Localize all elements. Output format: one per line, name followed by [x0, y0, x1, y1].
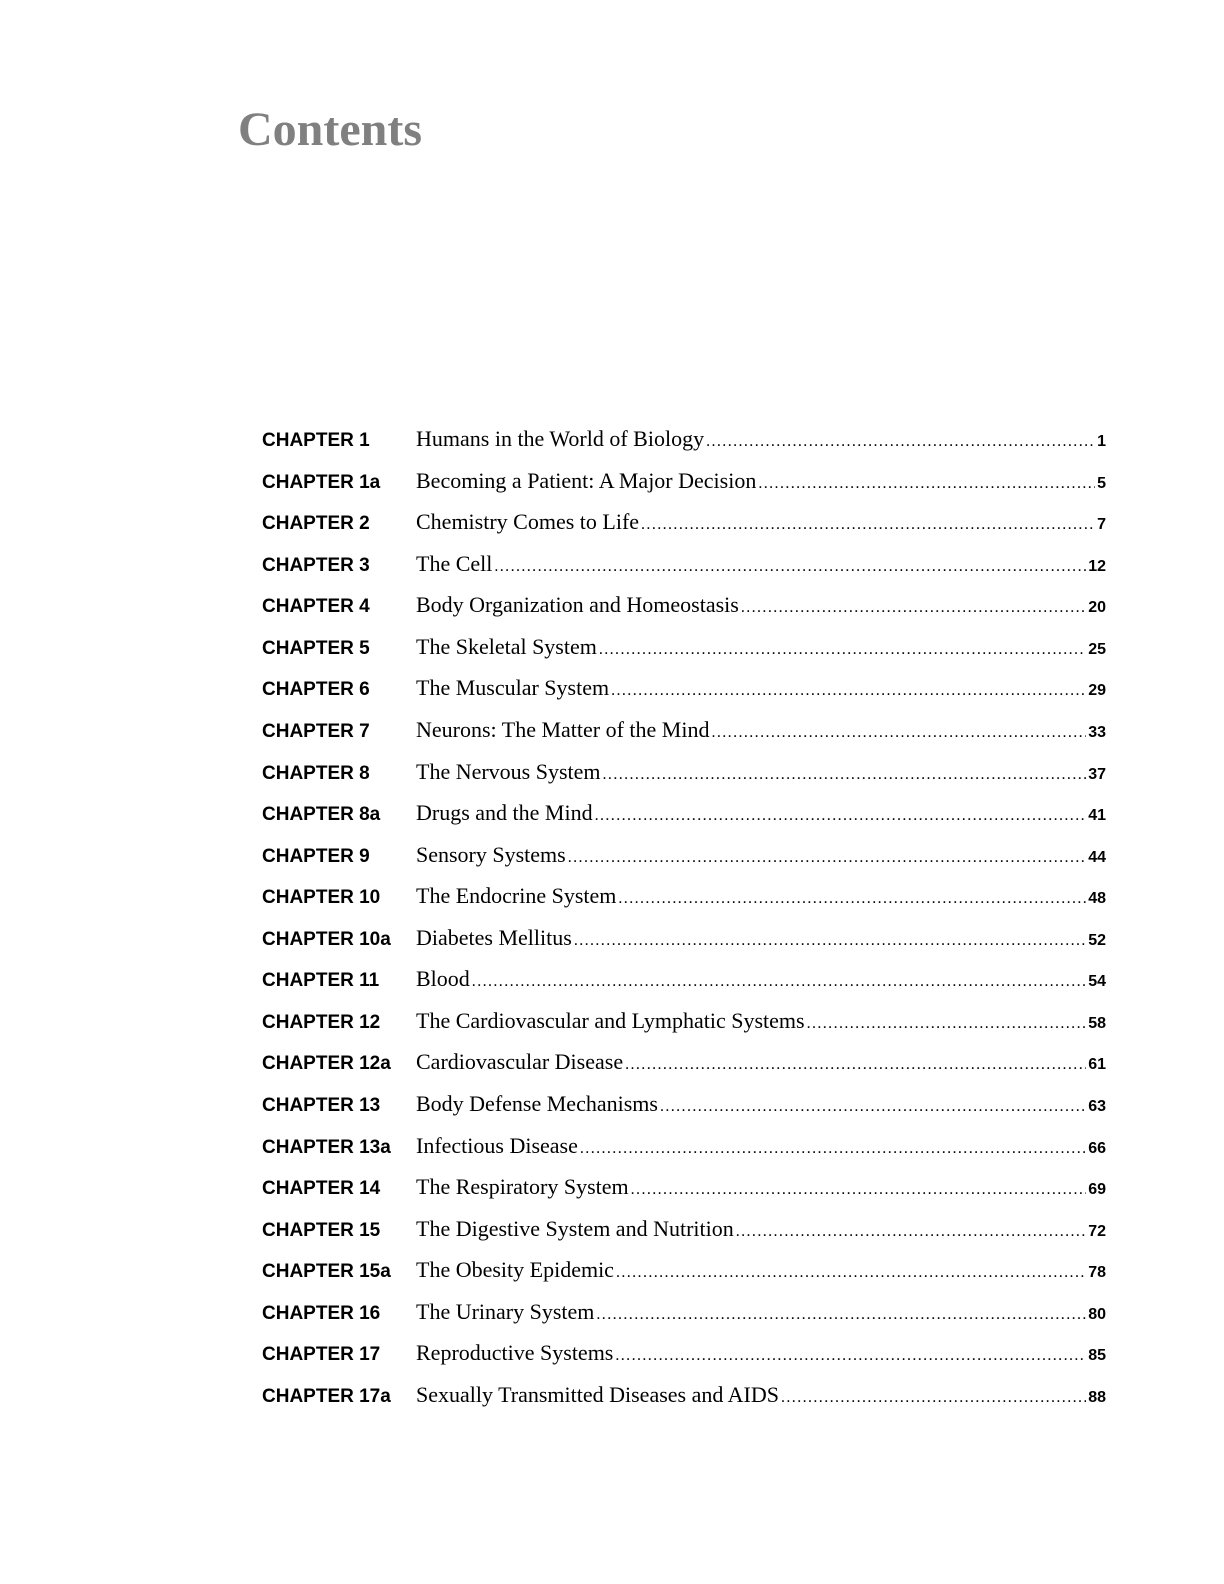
- chapter-label: CHAPTER 1: [262, 430, 370, 451]
- page-number: 25: [1088, 640, 1106, 658]
- page-number: 37: [1088, 765, 1106, 783]
- chapter-label: CHAPTER 15a: [262, 1261, 391, 1283]
- chapter-title: The Digestive System and Nutrition: [416, 1215, 734, 1241]
- toc-entry[interactable]: [262, 751, 1106, 793]
- chapter-label: CHAPTER 14: [262, 1178, 381, 1200]
- page-number: 78: [1088, 1264, 1106, 1282]
- chapter-label: CHAPTER 8: [262, 762, 370, 784]
- page-number: 85: [1088, 1347, 1106, 1365]
- chapter-title: The Cell: [416, 550, 493, 576]
- chapter-title: Becoming a Patient: A Major Decision: [416, 467, 757, 493]
- dot-leader: [641, 504, 1095, 546]
- page-number: 63: [1088, 1098, 1106, 1115]
- chapter-label: CHAPTER 4: [262, 596, 370, 618]
- toc-entry[interactable]: [262, 709, 1106, 751]
- chapter-title: The Nervous System: [416, 758, 601, 784]
- page-number: 41: [1088, 807, 1106, 825]
- toc-entry[interactable]: [262, 1332, 1106, 1374]
- page-number: 88: [1088, 1388, 1106, 1406]
- dot-leader: [736, 1211, 1086, 1253]
- dot-leader: [574, 920, 1086, 962]
- chapter-title: Cardiovascular Disease: [416, 1049, 624, 1075]
- chapter-label: CHAPTER 10a: [262, 928, 391, 950]
- dot-leader: [706, 421, 1095, 463]
- toc-entry[interactable]: [262, 418, 1106, 460]
- chapter-label: CHAPTER 16: [262, 1302, 381, 1324]
- dot-leader: [599, 629, 1086, 671]
- toc-entry[interactable]: [262, 834, 1106, 876]
- page-number: 20: [1088, 599, 1106, 617]
- chapter-label: CHAPTER 1a: [262, 471, 381, 493]
- toc-entry[interactable]: [262, 584, 1106, 626]
- page-number: 12: [1088, 557, 1106, 575]
- dot-leader: [595, 795, 1087, 837]
- chapter-title: Drugs and the Mind: [416, 800, 593, 826]
- chapter-title: Body Organization and Homeostasis: [416, 592, 739, 618]
- dot-leader: [603, 754, 1087, 796]
- toc-entry[interactable]: [262, 1000, 1106, 1042]
- toc-entry[interactable]: [262, 626, 1106, 668]
- chapter-label: CHAPTER 7: [262, 720, 370, 742]
- page-title: Contents: [238, 103, 423, 156]
- chapter-label: CHAPTER 11: [262, 970, 380, 992]
- page-number: 80: [1088, 1305, 1106, 1323]
- toc-entry[interactable]: [262, 460, 1106, 502]
- chapter-title: Sensory Systems: [416, 841, 566, 867]
- toc-entry[interactable]: [262, 1249, 1106, 1291]
- toc-entry[interactable]: [262, 917, 1106, 959]
- chapter-label: CHAPTER 13a: [262, 1136, 391, 1158]
- dot-leader: [611, 670, 1086, 712]
- page-number: 54: [1088, 973, 1106, 991]
- toc-entry[interactable]: [262, 1291, 1106, 1333]
- chapter-label: CHAPTER 12a: [262, 1053, 391, 1075]
- chapter-label: CHAPTER 3: [262, 554, 370, 576]
- chapter-title: The Obesity Epidemic: [416, 1257, 614, 1283]
- chapter-title: Body Defense Mechanisms: [416, 1091, 658, 1116]
- toc-entry[interactable]: [262, 501, 1106, 543]
- toc-entry[interactable]: [262, 1166, 1106, 1208]
- chapter-label: CHAPTER 15: [262, 1219, 381, 1241]
- page-number: 7: [1097, 516, 1106, 534]
- dot-leader: [741, 587, 1086, 629]
- page-number: 72: [1088, 1222, 1106, 1240]
- chapter-label: CHAPTER 10: [262, 887, 381, 909]
- chapter-title: The Urinary System: [416, 1298, 595, 1324]
- dot-leader: [711, 712, 1086, 754]
- page-number: 48: [1088, 890, 1106, 908]
- chapter-label: CHAPTER 17: [262, 1344, 381, 1366]
- dot-leader: [568, 837, 1086, 879]
- chapter-label: CHAPTER 13: [262, 1095, 381, 1116]
- chapter-title: Neurons: The Matter of the Mind: [416, 716, 710, 742]
- dot-leader: [781, 1377, 1086, 1419]
- chapter-title: Sexually Transmitted Diseases and AIDS: [416, 1381, 779, 1407]
- toc-entry[interactable]: [262, 958, 1106, 1000]
- page-number: 33: [1088, 723, 1106, 741]
- chapter-title: Blood: [416, 966, 470, 992]
- chapter-label: CHAPTER 12: [262, 1011, 381, 1033]
- chapter-title: Humans in the World of Biology: [416, 426, 705, 451]
- chapter-label: CHAPTER 6: [262, 679, 370, 701]
- chapter-label: CHAPTER 2: [262, 513, 370, 535]
- chapter-label: CHAPTER 8a: [262, 804, 381, 826]
- toc-entry[interactable]: [262, 667, 1106, 709]
- dot-leader: [472, 961, 1086, 1003]
- dot-leader: [580, 1128, 1086, 1170]
- page-number: 44: [1088, 848, 1106, 866]
- table-of-contents: [262, 418, 1106, 1416]
- chapter-title: The Cardiovascular and Lymphatic Systems: [416, 1007, 805, 1033]
- chapter-title: Reproductive Systems: [416, 1340, 614, 1366]
- dot-leader: [494, 546, 1086, 588]
- dot-leader: [615, 1335, 1086, 1377]
- page-number: 61: [1088, 1056, 1106, 1074]
- page-number: 29: [1088, 682, 1106, 700]
- toc-entry[interactable]: [262, 875, 1106, 917]
- chapter-title: The Respiratory System: [416, 1174, 629, 1200]
- dot-leader: [625, 1044, 1086, 1086]
- toc-entry[interactable]: [262, 1208, 1106, 1250]
- chapter-label: CHAPTER 9: [262, 845, 370, 867]
- page-number: 69: [1088, 1181, 1106, 1199]
- page-number: 52: [1088, 931, 1106, 949]
- toc-entry[interactable]: [262, 1125, 1106, 1167]
- dot-leader: [807, 1003, 1087, 1045]
- chapter-label: CHAPTER 5: [262, 637, 370, 659]
- dot-leader: [618, 878, 1086, 920]
- chapter-title: Diabetes Mellitus: [416, 924, 572, 950]
- dot-leader: [660, 1086, 1086, 1128]
- toc-entry[interactable]: [262, 1374, 1106, 1416]
- dot-leader: [596, 1294, 1086, 1336]
- dot-leader: [758, 463, 1095, 505]
- page-number: 58: [1088, 1014, 1106, 1032]
- toc-entry[interactable]: [262, 543, 1106, 585]
- chapter-title: The Muscular System: [416, 675, 610, 701]
- page-number: 5: [1097, 474, 1106, 492]
- chapter-title: Infectious Disease: [416, 1132, 578, 1158]
- chapter-label: CHAPTER 17a: [262, 1385, 391, 1407]
- dot-leader: [631, 1169, 1087, 1211]
- toc-entry[interactable]: [262, 1083, 1106, 1125]
- page-number: 1: [1097, 433, 1106, 450]
- chapter-title: The Endocrine System: [416, 883, 617, 909]
- toc-entry[interactable]: [262, 792, 1106, 834]
- dot-leader: [616, 1252, 1086, 1294]
- chapter-title: The Skeletal System: [416, 633, 597, 659]
- toc-entry[interactable]: [262, 1041, 1106, 1083]
- chapter-title: Chemistry Comes to Life: [416, 509, 640, 535]
- page-number: 66: [1088, 1139, 1106, 1157]
